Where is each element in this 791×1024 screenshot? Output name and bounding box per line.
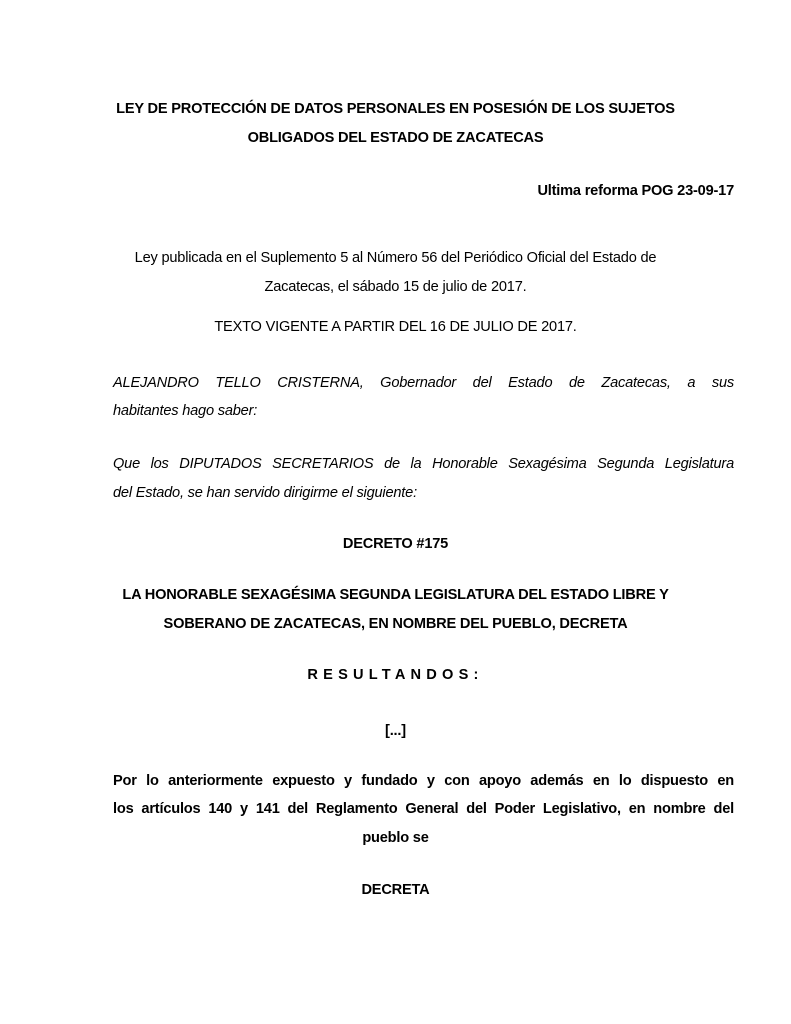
legislature-line-1: LA HONORABLE SEXAGÉSIMA SEGUNDA LEGISLATURA DEL ESTADO LIBRE Y — [122, 587, 669, 603]
closing-line-3: pueblo se — [362, 830, 429, 846]
publication-line-2: Zacatecas, el sábado 15 de julio de 2017. — [264, 279, 527, 295]
in-force-note: TEXTO VIGENTE A PARTIR DEL 16 DE JULIO DE 2017. — [214, 319, 577, 335]
deputies-line-2: del Estado, se han servido dirigirme el siguiente: — [113, 485, 417, 501]
omitted-text-marker: [...] — [385, 723, 406, 739]
closing-line-1: Por lo anteriormente expuesto y fundado y con apoyo además en lo dispuesto en — [113, 773, 734, 789]
deputies-line-1: Que los DIPUTADOS SECRETARIOS de la Honorable Sexagésima Segunda Legislatura — [113, 456, 734, 472]
publication-line-1: Ley publicada en el Suplemento 5 al Número 56 del Periódico Oficial del Estado de — [134, 250, 657, 266]
governor-line-1: ALEJANDRO TELLO CRISTERNA, Gobernador del Estado de Zacatecas, a sus — [113, 375, 734, 391]
decree-number: DECRETO #175 — [342, 536, 449, 552]
law-title-line-1: LEY DE PROTECCIÓN DE DATOS PERSONALES EN POSESIÓN DE LOS SUJETOS — [116, 101, 675, 117]
decreta-heading: DECRETA — [361, 882, 430, 898]
last-reform-note: Ultima reforma POG 23-09-17 — [537, 183, 734, 199]
law-title-line-2: OBLIGADOS DEL ESTADO DE ZACATECAS — [247, 130, 544, 146]
resultandos-heading: RESULTANDOS: — [307, 667, 484, 683]
legislature-line-2: SOBERANO DE ZACATECAS, EN NOMBRE DEL PUEBLO, DECRETA — [163, 616, 628, 632]
governor-line-2: habitantes hago saber: — [113, 403, 258, 419]
closing-line-2: los artículos 140 y 141 del Reglamento General del Poder Legislativo, en nombre del — [113, 801, 734, 817]
